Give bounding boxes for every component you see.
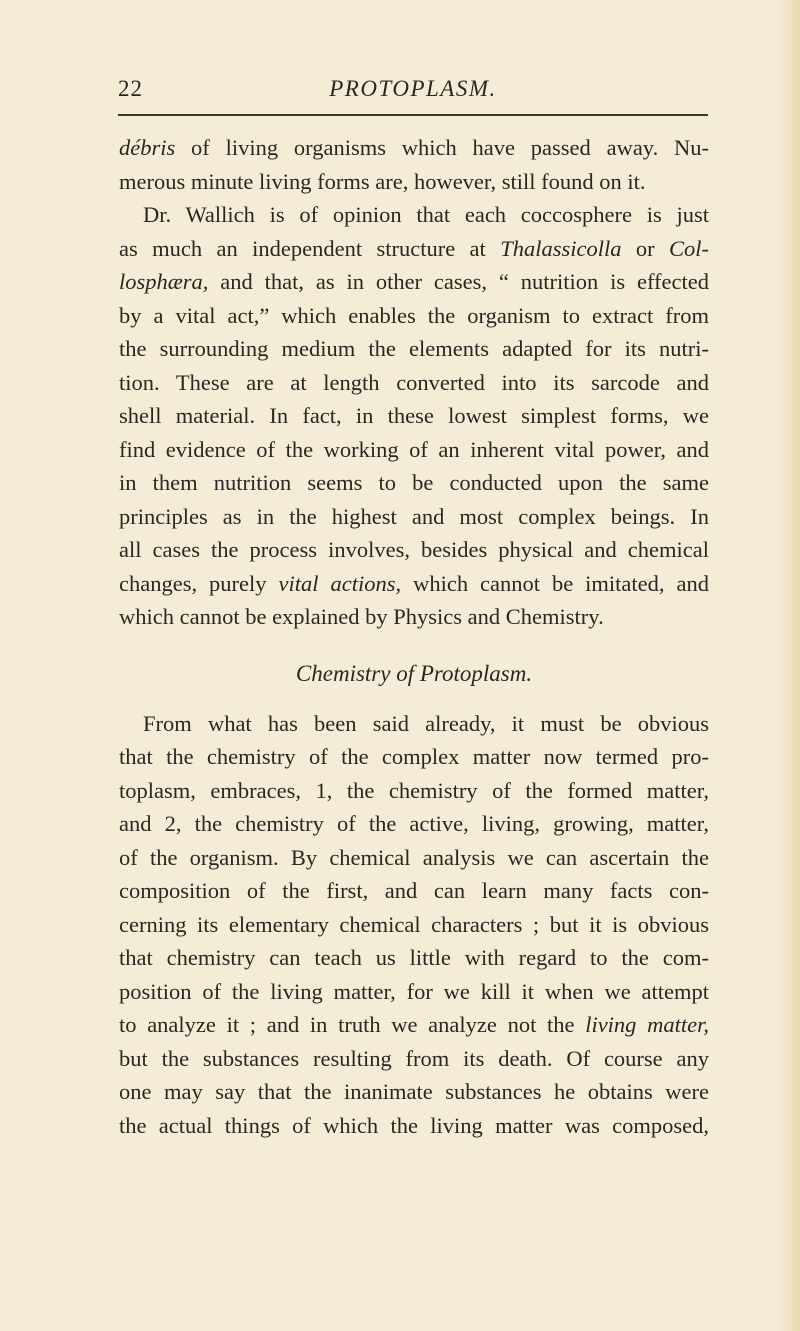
text-run: as much an independent structure at (119, 235, 501, 261)
italic-text: losphæra, (119, 269, 209, 294)
text-line (119, 1008, 709, 1042)
text-run: cerning its elementary chemical characters ; but it is obvious (119, 911, 709, 937)
running-head (118, 76, 708, 112)
text-run: composition of the first, and can learn many facts con- (119, 878, 709, 903)
text-line (119, 807, 709, 841)
text-run: the surrounding medium the elements adapted for its nutri- (119, 336, 709, 361)
text-line (119, 1109, 709, 1143)
text-line (119, 399, 709, 433)
text-run: which cannot be imitated, and (401, 570, 709, 596)
text-run: of the organism. By chemical analysis we can ascertain the (119, 844, 709, 870)
text-line (119, 433, 709, 467)
page-number: 22 (118, 76, 143, 101)
text-line (119, 874, 709, 908)
text-run: position of the living matter, for we kill it when we attempt (119, 978, 709, 1004)
text-run: all cases the process involves, besides physical and chemical (119, 537, 709, 562)
text-run: that chemistry can teach us little with regard to the com- (119, 945, 709, 970)
paragraph-2 (119, 707, 709, 1143)
text-run: or (621, 235, 669, 261)
text-line (119, 533, 709, 567)
text-line (119, 366, 709, 400)
text-line (119, 1075, 709, 1109)
text-run: principles as in the highest and most complex beings. In (119, 503, 709, 529)
italic-text: Col- (668, 235, 709, 261)
text-run: the actual things of which the living matter was composed, (119, 1112, 709, 1138)
text-line (119, 332, 709, 366)
text-line (119, 165, 709, 199)
text-line (119, 198, 709, 232)
italic-text: Thalassicolla (500, 235, 622, 261)
text-run: toplasm, embraces, 1, the chemistry of the formed matter, (119, 777, 709, 803)
text-run: that the chemistry of the complex matter now termed pro- (119, 744, 709, 769)
text-run: which cannot be explained by Physics and Chemistry. (119, 604, 604, 629)
text-line (119, 975, 709, 1009)
running-title: PROTOPLASM. (329, 76, 497, 101)
page-edge-shadow (778, 0, 800, 1331)
section-heading: Chemistry of Protoplasm. (295, 660, 533, 686)
text-line (119, 567, 709, 601)
text-line (119, 131, 709, 165)
text-run: one may say that the inanimate substances he obtains were (119, 1079, 709, 1104)
text-line (119, 299, 709, 333)
paragraph-1 (119, 131, 709, 634)
body-text (119, 131, 709, 1142)
text-line (119, 1042, 709, 1076)
italic-text: débris (119, 135, 176, 160)
text-run: in them nutrition seems to be conducted upon the same (119, 470, 709, 495)
header-rule (118, 114, 708, 116)
text-run: tion. These are at length converted into its sarcode and (119, 369, 709, 395)
italic-text: living matter, (585, 1012, 709, 1037)
text-run: find evidence of the working of an inherent vital power, and (119, 436, 709, 462)
text-run: but the substances resulting from its death. Of course any (119, 1045, 709, 1071)
text-run: Dr. Wallich is of opinion that each coccosphere is just (143, 202, 709, 227)
text-line (119, 841, 709, 875)
text-line (119, 774, 709, 808)
text-run: by a vital act,” which enables the organism to extract from (119, 302, 709, 328)
text-line (119, 265, 709, 299)
text-line (119, 500, 709, 534)
italic-text: vital actions, (278, 570, 402, 596)
text-run: and 2, the chemistry of the active, living, growing, matter, (119, 811, 709, 836)
text-line (119, 232, 709, 266)
text-run: changes, purely (119, 570, 279, 596)
text-run: From what has been said already, it must be obvious (143, 710, 709, 736)
text-run: shell material. In fact, in these lowest simplest forms, we (119, 403, 709, 428)
text-line (119, 908, 709, 942)
text-run: and that, as in other cases, “ nutrition is effected (208, 269, 709, 294)
text-line (119, 740, 709, 774)
text-run: to analyze it ; and in truth we analyze not the (119, 1012, 586, 1037)
text-run: of living organisms which have passed away. Nu- (175, 135, 709, 160)
text-line (119, 600, 709, 634)
text-line (119, 466, 709, 500)
text-line (119, 941, 709, 975)
text-line (119, 707, 709, 741)
text-run: merous minute living forms are, however, still found on it. (119, 168, 646, 194)
